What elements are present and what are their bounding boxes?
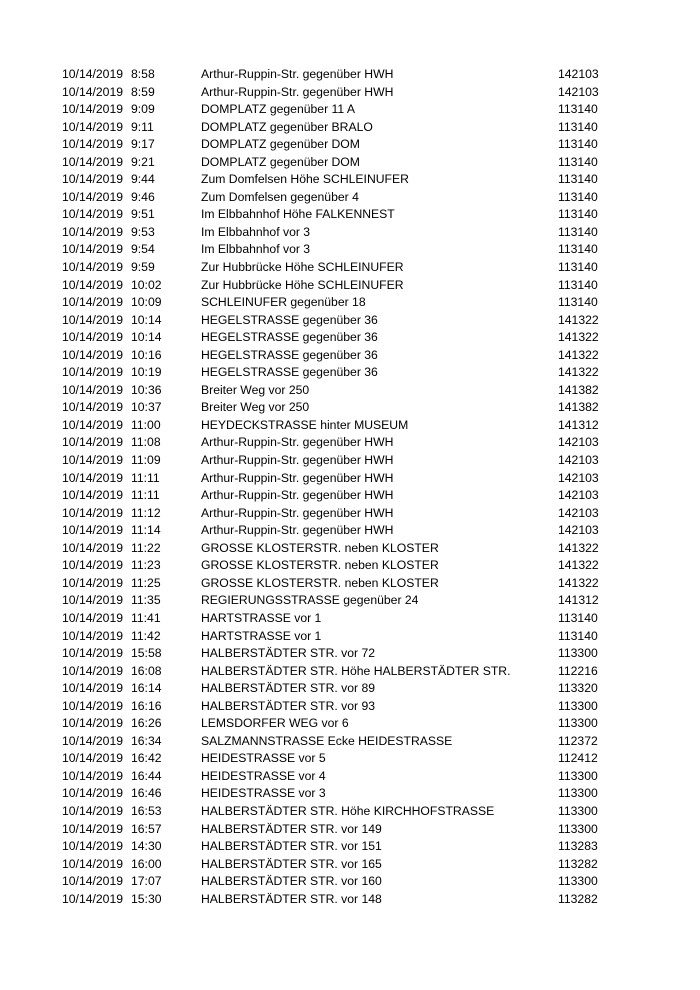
date-cell: 10/14/2019 bbox=[62, 207, 123, 222]
table-row bbox=[0, 873, 700, 891]
code-cell: 113140 bbox=[558, 154, 598, 169]
location-cell: HARTSTRASSE vor 1 bbox=[201, 610, 322, 625]
time-cell: 9:11 bbox=[131, 119, 154, 134]
location-cell: DOMPLATZ gegenüber BRALO bbox=[201, 119, 373, 134]
time-cell: 16:44 bbox=[131, 768, 162, 783]
table-row bbox=[0, 417, 700, 435]
location-cell: HEGELSTRASSE gegenüber 36 bbox=[201, 312, 378, 327]
table-row bbox=[0, 206, 700, 224]
date-cell: 10/14/2019 bbox=[62, 768, 123, 783]
date-cell: 10/14/2019 bbox=[62, 260, 123, 275]
code-cell: 113140 bbox=[558, 628, 598, 643]
code-cell: 113283 bbox=[558, 839, 598, 854]
table-row bbox=[0, 382, 700, 400]
code-cell: 113300 bbox=[558, 803, 598, 818]
table-row bbox=[0, 575, 700, 593]
code-cell: 113140 bbox=[558, 242, 598, 257]
date-cell: 10/14/2019 bbox=[62, 67, 123, 81]
location-cell: GROSSE KLOSTERSTR. neben KLOSTER bbox=[201, 558, 439, 573]
table-row bbox=[0, 856, 700, 874]
table-row bbox=[0, 768, 700, 786]
date-cell: 10/14/2019 bbox=[62, 593, 123, 608]
table-row bbox=[0, 698, 700, 716]
time-cell: 11:12 bbox=[131, 505, 161, 520]
location-cell: Breiter Weg vor 250 bbox=[201, 400, 310, 415]
time-cell: 10:14 bbox=[131, 312, 162, 327]
date-cell: 10/14/2019 bbox=[62, 646, 123, 661]
table-row bbox=[0, 628, 700, 646]
time-cell: 11:35 bbox=[131, 593, 161, 608]
location-cell: HEGELSTRASSE gegenüber 36 bbox=[201, 330, 378, 345]
time-cell: 11:09 bbox=[131, 453, 161, 468]
location-cell: Arthur-Ruppin-Str. gegenüber HWH bbox=[201, 67, 394, 81]
table-row bbox=[0, 821, 700, 839]
date-cell: 10/14/2019 bbox=[62, 347, 123, 362]
code-cell: 113300 bbox=[558, 698, 598, 713]
table-row bbox=[0, 171, 700, 189]
code-cell: 113320 bbox=[558, 681, 598, 696]
table-row bbox=[0, 224, 700, 242]
table-row bbox=[0, 645, 700, 663]
time-cell: 11:22 bbox=[131, 540, 161, 555]
time-cell: 16:14 bbox=[131, 681, 162, 696]
code-cell: 113140 bbox=[558, 189, 598, 204]
location-cell: Arthur-Ruppin-Str. gegenüber HWH bbox=[201, 523, 394, 538]
code-cell: 141322 bbox=[558, 575, 599, 590]
table-row bbox=[0, 470, 700, 488]
location-cell: Zum Domfelsen Höhe SCHLEINUFER bbox=[201, 172, 409, 187]
code-cell: 141322 bbox=[558, 540, 599, 555]
date-cell: 10/14/2019 bbox=[62, 663, 123, 678]
record-table bbox=[0, 66, 700, 908]
location-cell: LEMSDORFER WEG vor 6 bbox=[201, 716, 349, 731]
time-cell: 16:34 bbox=[131, 733, 162, 748]
code-cell: 142103 bbox=[558, 488, 599, 503]
code-cell: 141322 bbox=[558, 312, 599, 327]
date-cell: 10/14/2019 bbox=[62, 803, 123, 818]
date-cell: 10/14/2019 bbox=[62, 102, 123, 117]
location-cell: Im Elbbahnhof Höhe FALKENNEST bbox=[201, 207, 395, 222]
location-cell: DOMPLATZ gegenüber 11 A bbox=[201, 102, 356, 117]
table-row bbox=[0, 505, 700, 523]
code-cell: 141322 bbox=[558, 347, 599, 362]
date-cell: 10/14/2019 bbox=[62, 295, 123, 310]
date-cell: 10/14/2019 bbox=[62, 470, 123, 485]
time-cell: 10:36 bbox=[131, 382, 162, 397]
code-cell: 113300 bbox=[558, 821, 598, 836]
date-cell: 10/14/2019 bbox=[62, 891, 123, 906]
location-cell: HALBERSTÄDTER STR. Höhe HALBERSTÄDTER STR. bbox=[201, 663, 511, 678]
time-cell: 11:00 bbox=[131, 417, 161, 432]
code-cell: 141322 bbox=[558, 558, 599, 573]
date-cell: 10/14/2019 bbox=[62, 505, 123, 520]
code-cell: 112372 bbox=[558, 733, 598, 748]
table-row bbox=[0, 733, 700, 751]
code-cell: 113300 bbox=[558, 768, 598, 783]
date-cell: 10/14/2019 bbox=[62, 365, 123, 380]
time-cell: 8:59 bbox=[131, 84, 155, 99]
location-cell: REGIERUNGSSTRASSE gegenüber 24 bbox=[201, 593, 419, 608]
date-cell: 10/14/2019 bbox=[62, 84, 123, 99]
table-row bbox=[0, 803, 700, 821]
date-cell: 10/14/2019 bbox=[62, 488, 123, 503]
location-cell: GROSSE KLOSTERSTR. neben KLOSTER bbox=[201, 540, 439, 555]
time-cell: 11:42 bbox=[131, 628, 161, 643]
date-cell: 10/14/2019 bbox=[62, 698, 123, 713]
date-cell: 10/14/2019 bbox=[62, 874, 123, 889]
code-cell: 141382 bbox=[558, 382, 599, 397]
code-cell: 113300 bbox=[558, 786, 598, 801]
time-cell: 16:57 bbox=[131, 821, 162, 836]
table-row bbox=[0, 66, 700, 84]
date-cell: 10/14/2019 bbox=[62, 435, 123, 450]
time-cell: 15:30 bbox=[131, 891, 162, 906]
table-row bbox=[0, 663, 700, 681]
code-cell: 113140 bbox=[558, 610, 598, 625]
table-row bbox=[0, 680, 700, 698]
date-cell: 10/14/2019 bbox=[62, 189, 123, 204]
table-row bbox=[0, 241, 700, 259]
location-cell: Zur Hubbrücke Höhe SCHLEINUFER bbox=[201, 277, 404, 292]
code-cell: 141382 bbox=[558, 400, 599, 415]
table-row bbox=[0, 750, 700, 768]
code-cell: 113140 bbox=[558, 102, 598, 117]
time-cell: 9:53 bbox=[131, 224, 155, 239]
table-row bbox=[0, 557, 700, 575]
location-cell: HALBERSTÄDTER STR. vor 148 bbox=[201, 891, 382, 906]
table-row bbox=[0, 312, 700, 330]
date-cell: 10/14/2019 bbox=[62, 610, 123, 625]
table-row bbox=[0, 487, 700, 505]
location-cell: HARTSTRASSE vor 1 bbox=[201, 628, 322, 643]
time-cell: 9:44 bbox=[131, 172, 155, 187]
code-cell: 142103 bbox=[558, 84, 599, 99]
time-cell: 15:58 bbox=[131, 646, 162, 661]
date-cell: 10/14/2019 bbox=[62, 821, 123, 836]
location-cell: Breiter Weg vor 250 bbox=[201, 382, 310, 397]
time-cell: 9:46 bbox=[131, 189, 155, 204]
location-cell: Im Elbbahnhof vor 3 bbox=[201, 224, 311, 239]
date-cell: 10/14/2019 bbox=[62, 382, 123, 397]
time-cell: 9:09 bbox=[131, 102, 155, 117]
location-cell: Im Elbbahnhof vor 3 bbox=[201, 242, 311, 257]
time-cell: 16:26 bbox=[131, 716, 162, 731]
table-row bbox=[0, 891, 700, 909]
time-cell: 10:02 bbox=[131, 277, 162, 292]
code-cell: 141312 bbox=[558, 417, 599, 432]
date-cell: 10/14/2019 bbox=[62, 330, 123, 345]
date-cell: 10/14/2019 bbox=[62, 417, 123, 432]
location-cell: DOMPLATZ gegenüber DOM bbox=[201, 154, 360, 169]
time-cell: 11:41 bbox=[131, 610, 161, 625]
table-row bbox=[0, 540, 700, 558]
code-cell: 142103 bbox=[558, 505, 599, 520]
table-row bbox=[0, 838, 700, 856]
code-cell: 141322 bbox=[558, 365, 599, 380]
code-cell: 141322 bbox=[558, 330, 599, 345]
code-cell: 113140 bbox=[558, 277, 598, 292]
code-cell: 113300 bbox=[558, 716, 598, 731]
code-cell: 113140 bbox=[558, 119, 598, 134]
time-cell: 8:58 bbox=[131, 67, 155, 81]
table-row bbox=[0, 259, 700, 277]
table-row bbox=[0, 347, 700, 365]
table-row bbox=[0, 434, 700, 452]
code-cell: 142103 bbox=[558, 67, 599, 81]
location-cell: SALZMANNSTRASSE Ecke HEIDESTRASSE bbox=[201, 733, 453, 748]
code-cell: 142103 bbox=[558, 470, 599, 485]
table-row bbox=[0, 364, 700, 382]
date-cell: 10/14/2019 bbox=[62, 733, 123, 748]
date-cell: 10/14/2019 bbox=[62, 277, 123, 292]
time-cell: 16:46 bbox=[131, 786, 162, 801]
time-cell: 16:16 bbox=[131, 698, 162, 713]
location-cell: Arthur-Ruppin-Str. gegenüber HWH bbox=[201, 453, 394, 468]
code-cell: 113282 bbox=[558, 856, 598, 871]
code-cell: 142103 bbox=[558, 435, 599, 450]
time-cell: 9:21 bbox=[131, 154, 155, 169]
table-row bbox=[0, 189, 700, 207]
location-cell: HALBERSTÄDTER STR. vor 72 bbox=[201, 646, 376, 661]
table-row bbox=[0, 84, 700, 102]
date-cell: 10/14/2019 bbox=[62, 400, 123, 415]
time-cell: 10:16 bbox=[131, 347, 162, 362]
location-cell: HEIDESTRASSE vor 5 bbox=[201, 751, 326, 766]
date-cell: 10/14/2019 bbox=[62, 751, 123, 766]
table-row bbox=[0, 452, 700, 470]
table-row bbox=[0, 329, 700, 347]
time-cell: 9:54 bbox=[131, 242, 155, 257]
location-cell: HALBERSTÄDTER STR. vor 149 bbox=[201, 821, 382, 836]
location-cell: HEYDECKSTRASSE hinter MUSEUM bbox=[201, 417, 409, 432]
location-cell: Arthur-Ruppin-Str. gegenüber HWH bbox=[201, 505, 394, 520]
time-cell: 11:14 bbox=[131, 523, 161, 538]
time-cell: 10:19 bbox=[131, 365, 162, 380]
location-cell: HALBERSTÄDTER STR. vor 165 bbox=[201, 856, 382, 871]
date-cell: 10/14/2019 bbox=[62, 575, 123, 590]
date-cell: 10/14/2019 bbox=[62, 856, 123, 871]
table-row bbox=[0, 399, 700, 417]
location-cell: Zum Domfelsen gegenüber 4 bbox=[201, 189, 359, 204]
date-cell: 10/14/2019 bbox=[62, 119, 123, 134]
date-cell: 10/14/2019 bbox=[62, 681, 123, 696]
table-row bbox=[0, 119, 700, 137]
code-cell: 141312 bbox=[558, 593, 599, 608]
time-cell: 11:11 bbox=[131, 470, 160, 485]
location-cell: HEGELSTRASSE gegenüber 36 bbox=[201, 347, 378, 362]
location-cell: Arthur-Ruppin-Str. gegenüber HWH bbox=[201, 435, 394, 450]
code-cell: 112216 bbox=[558, 663, 598, 678]
time-cell: 11:25 bbox=[131, 575, 161, 590]
date-cell: 10/14/2019 bbox=[62, 786, 123, 801]
table-row bbox=[0, 592, 700, 610]
table-row bbox=[0, 522, 700, 540]
location-cell: GROSSE KLOSTERSTR. neben KLOSTER bbox=[201, 575, 439, 590]
time-cell: 16:42 bbox=[131, 751, 162, 766]
location-cell: HEGELSTRASSE gegenüber 36 bbox=[201, 365, 378, 380]
time-cell: 9:59 bbox=[131, 260, 155, 275]
date-cell: 10/14/2019 bbox=[62, 628, 123, 643]
date-cell: 10/14/2019 bbox=[62, 154, 123, 169]
date-cell: 10/14/2019 bbox=[62, 224, 123, 239]
code-cell: 113282 bbox=[558, 891, 598, 906]
date-cell: 10/14/2019 bbox=[62, 540, 123, 555]
time-cell: 9:17 bbox=[131, 137, 155, 152]
location-cell: HALBERSTÄDTER STR. vor 89 bbox=[201, 681, 376, 696]
table-row bbox=[0, 277, 700, 295]
date-cell: 10/14/2019 bbox=[62, 716, 123, 731]
location-cell: HALBERSTÄDTER STR. vor 151 bbox=[201, 839, 382, 854]
location-cell: Zur Hubbrücke Höhe SCHLEINUFER bbox=[201, 260, 404, 275]
location-cell: HALBERSTÄDTER STR. vor 160 bbox=[201, 874, 382, 889]
time-cell: 17:07 bbox=[131, 874, 162, 889]
date-cell: 10/14/2019 bbox=[62, 558, 123, 573]
time-cell: 16:08 bbox=[131, 663, 162, 678]
date-cell: 10/14/2019 bbox=[62, 523, 123, 538]
code-cell: 113140 bbox=[558, 295, 598, 310]
table-row bbox=[0, 294, 700, 312]
date-cell: 10/14/2019 bbox=[62, 453, 123, 468]
code-cell: 142103 bbox=[558, 453, 599, 468]
date-cell: 10/14/2019 bbox=[62, 137, 123, 152]
time-cell: 14:30 bbox=[131, 839, 162, 854]
location-cell: HALBERSTÄDTER STR. Höhe KIRCHHOFSTRASSE bbox=[201, 803, 495, 818]
location-cell: Arthur-Ruppin-Str. gegenüber HWH bbox=[201, 488, 394, 503]
date-cell: 10/14/2019 bbox=[62, 172, 123, 187]
date-cell: 10/14/2019 bbox=[62, 242, 123, 257]
location-cell: HEIDESTRASSE vor 3 bbox=[201, 786, 326, 801]
code-cell: 112412 bbox=[558, 751, 598, 766]
date-cell: 10/14/2019 bbox=[62, 312, 123, 327]
table-row bbox=[0, 715, 700, 733]
location-cell: Arthur-Ruppin-Str. gegenüber HWH bbox=[201, 470, 394, 485]
location-cell: HEIDESTRASSE vor 4 bbox=[201, 768, 326, 783]
table-row bbox=[0, 154, 700, 172]
code-cell: 113140 bbox=[558, 137, 598, 152]
table-row bbox=[0, 610, 700, 628]
time-cell: 11:11 bbox=[131, 488, 160, 503]
location-cell: SCHLEINUFER gegenüber 18 bbox=[201, 295, 366, 310]
time-cell: 9:51 bbox=[131, 207, 155, 222]
code-cell: 113140 bbox=[558, 260, 598, 275]
table-row bbox=[0, 101, 700, 119]
location-cell: HALBERSTÄDTER STR. vor 93 bbox=[201, 698, 376, 713]
location-cell: Arthur-Ruppin-Str. gegenüber HWH bbox=[201, 84, 394, 99]
time-cell: 16:53 bbox=[131, 803, 162, 818]
code-cell: 113300 bbox=[558, 646, 598, 661]
time-cell: 10:14 bbox=[131, 330, 162, 345]
time-cell: 10:37 bbox=[131, 400, 162, 415]
time-cell: 11:08 bbox=[131, 435, 161, 450]
date-cell: 10/14/2019 bbox=[62, 839, 123, 854]
time-cell: 16:00 bbox=[131, 856, 162, 871]
code-cell: 113300 bbox=[558, 874, 598, 889]
time-cell: 11:23 bbox=[131, 558, 161, 573]
code-cell: 142103 bbox=[558, 523, 599, 538]
code-cell: 113140 bbox=[558, 207, 598, 222]
table-row bbox=[0, 785, 700, 803]
time-cell: 10:09 bbox=[131, 295, 162, 310]
table-row bbox=[0, 136, 700, 154]
code-cell: 113140 bbox=[558, 172, 598, 187]
location-cell: DOMPLATZ gegenüber DOM bbox=[201, 137, 360, 152]
code-cell: 113140 bbox=[558, 224, 598, 239]
